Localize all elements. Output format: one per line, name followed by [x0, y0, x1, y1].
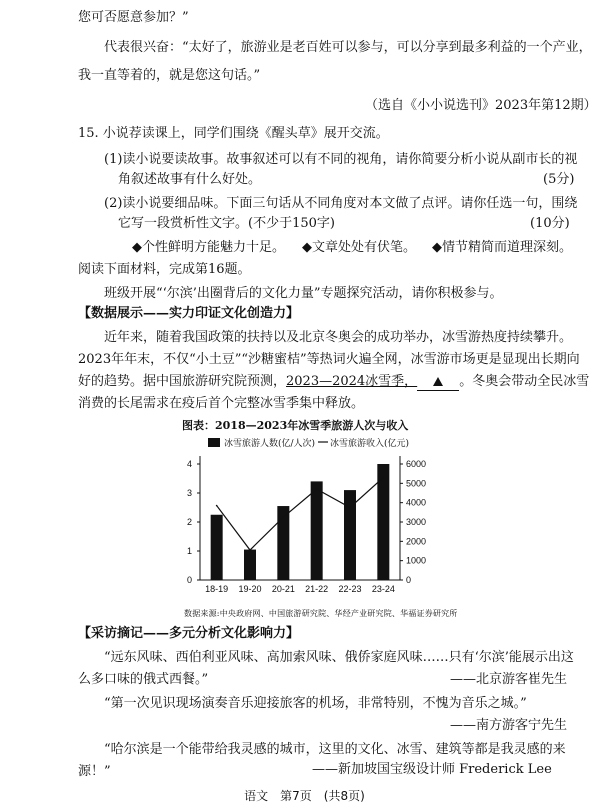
- quote-1: “远东风味、西伯利亚风味、高加索风味、俄侨家庭风味……只有‘尔滨’能展示出这: [104, 650, 574, 665]
- paragraph-text: 。冬奥会带动全民冰雪: [459, 374, 590, 389]
- x-tick-label: 22-23: [338, 584, 362, 594]
- paragraph-line: 消费的长尾需求在疫后首个完整冰雪季集中释放。: [78, 396, 365, 411]
- x-tick-label: 20-21: [271, 584, 295, 594]
- paragraph-line: 近年来，随着我国政策的扶持以及北京冬奥会的成功举办，冰雪游热度持续攀升。: [104, 330, 573, 345]
- left-tick-label: 1: [186, 546, 192, 556]
- text-line: 您可否愿意参加？”: [78, 10, 189, 25]
- right-tick-label: 5000: [406, 478, 427, 489]
- line-point: [283, 516, 285, 518]
- right-tick-label: 0: [406, 575, 412, 585]
- paragraph-line: 2023年年末，不仅“小土豆”“沙糖蜜桔”等热词火遍全网，冰雪游市场更是显现出长期向: [78, 352, 580, 367]
- question-15-1-cont: 角叙述故事有什么好处。: [118, 172, 262, 187]
- left-tick-label: 0: [186, 575, 192, 585]
- question-15-2: (2)读小说要细品味。下面三句话从不同角度对本文做了点评。请你任选一句，围绕: [104, 196, 578, 211]
- x-tick-label: 23-24: [371, 584, 395, 594]
- option-2: ◆文章处处有伏笔。: [302, 240, 416, 255]
- quote-1-cont: 么多口味的俄式西餐。”: [78, 672, 209, 687]
- source-line: （选自《小小说选刊》2023年第12期）: [365, 98, 597, 113]
- right-tick-label: 4000: [406, 497, 427, 508]
- x-tick-label: 18-19: [205, 584, 229, 594]
- blank-triangle-icon: [433, 377, 443, 386]
- quote-2: “第一次见识现场演奏音乐迎接旅客的机场，非常特别，不愧为音乐之城。”: [104, 696, 527, 711]
- legend-line-label: 冰雪旅游收入(亿元): [330, 439, 410, 449]
- left-tick-label: 3: [186, 488, 192, 498]
- bar: [211, 515, 223, 580]
- right-tick-label: 6000: [406, 459, 427, 469]
- x-tick-label: 21-22: [305, 584, 329, 594]
- right-tick-label: 3000: [406, 517, 427, 527]
- fill-blank[interactable]: [417, 374, 459, 391]
- bar: [244, 550, 256, 580]
- left-tick-label: 2: [186, 517, 192, 527]
- question-15: 15. 小说荐读课上，同学们围绕《醒头草》展开交流。: [78, 126, 389, 141]
- line-point: [383, 477, 385, 479]
- line-point: [249, 549, 251, 551]
- right-tick-label: 2000: [406, 536, 427, 547]
- question-15-1: (1)读小说要读故事。故事叙述可以有不同的视角，请你简要分析小说从副市长的视: [104, 152, 578, 167]
- quote-3-cont: 源！”: [78, 764, 111, 779]
- quote-1-source: ——北京游客崔先生: [450, 672, 568, 687]
- line-point: [316, 488, 318, 490]
- revenue-line: [217, 478, 384, 551]
- activity-intro: 班级开展“‘尔滨’出圈背后的文化力量”专题探究活动，请你积极参与。: [104, 286, 503, 301]
- bar: [311, 481, 323, 580]
- section-data-heading: 【数据展示——实力印证文化创造力】: [78, 306, 300, 321]
- text-line: 代表很兴奋：“太好了，旅游业是老百姓可以参与，可以分享到最多利益的一个产业，: [104, 40, 592, 55]
- x-tick-label: 19-20: [238, 584, 262, 594]
- option-3: ◆情节精简而道理深刻。: [432, 240, 572, 255]
- option-1: ◆个性鲜明方能魅力十足。: [132, 240, 285, 255]
- chart-caption: 图表：2018—2023年冰雪季旅游人次与收入: [182, 419, 409, 432]
- text-line: 我一直等着的，就是您这句话。”: [78, 68, 261, 83]
- paragraph-line-blank: [78, 374, 589, 391]
- line-point: [349, 507, 351, 509]
- score-5: (5分): [543, 172, 575, 187]
- paragraph-text: 好的趋势。据中国旅游研究院预测，: [78, 374, 287, 389]
- legend-bar-swatch: [208, 438, 220, 447]
- quote-3: “哈尔滨是一个能带给我灵感的城市，这里的文化、冰雪、建筑等都是我灵感的来: [104, 742, 566, 757]
- underlined-text: 2023—2024冰雪季，: [286, 374, 418, 389]
- left-tick-label: 4: [186, 459, 192, 469]
- quote-3-source: ——新加坡国宝级设计师 Frederick Lee: [312, 762, 552, 777]
- bar-line-chart: [160, 434, 440, 604]
- section-interview-heading: 【采访摘记——多元分析文化影响力】: [78, 626, 300, 641]
- question-15-2-cont: 它写一段赏析性文字。(不少于150字): [118, 216, 335, 231]
- line-point: [216, 505, 218, 507]
- quote-2-source: ——南方游客宁先生: [450, 718, 568, 733]
- page-footer: 语文 第7页 (共8页): [244, 789, 365, 803]
- chart-source: 数据来源:中央政府网、中国旅游研究院、华经产业研究院、华福证券研究所: [184, 609, 458, 618]
- score-10: (10分): [530, 216, 570, 231]
- right-tick-label: 1000: [406, 555, 427, 566]
- read-instruction: 阅读下面材料，完成第16题。: [78, 262, 251, 277]
- legend-bar-label: 冰雪旅游人数(亿/人次): [224, 439, 316, 449]
